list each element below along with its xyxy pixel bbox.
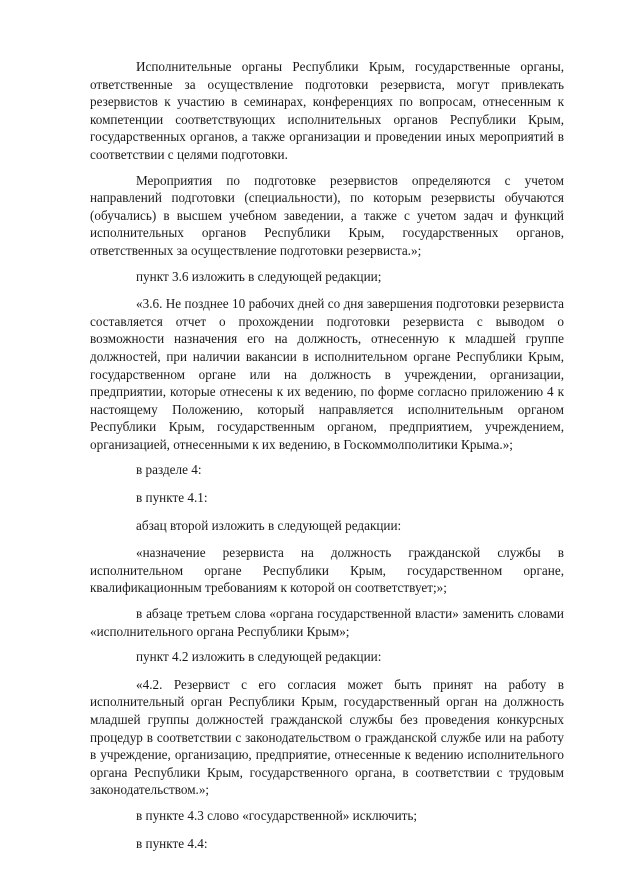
paragraph-third-subparagraph-replace: в абзаце третьем слова «органа государственной власти» заменить словами «исполнительного органа Республики Крым»; <box>90 606 564 639</box>
paragraph-second-subparagraph: абзац второй изложить в следующей редакции: <box>136 517 402 533</box>
paragraph-item-3-6-text: «3.6. Не позднее 10 рабочих дней со дня завершения подготовки резервиста составляется отчет о прохождении подготовки резервиста с выводом о возможности назначения его на должность, отнесенную к младшей группе должностей, при наличии вакансии в исполнительном органе Республики Крым, государственном органе или на должность в учреждении, организации, предприятии, которые отнесены к их ведению, по форме согласно приложению 4 к настоящему Положению, который направляется исполнительным органом Республики Крым, государственным органом, предприятием, учреждением, организацией, отнесенными к их ведению, в Госкоммолполитики Крыма.»; <box>90 296 564 452</box>
paragraph-item-4-2-text: «4.2. Резервист с его согласия может быть принят на работу в исполнительный орган Республики Крым, государственный орган на должность младшей группы должностей гражданской службы без проведения конкурсных процедур в соответствии с законодательством о гражданской службе или на работу в учреждение, организацию, предприятие, отнесенные к ведению исполнительного органа Республики Крым, государственного органа, в соответствии с трудовым законодательством.»; <box>90 676 564 798</box>
paragraph-section-4: в разделе 4: <box>136 462 202 478</box>
paragraph-item-3-6-intro: пункт 3.6 изложить в следующей редакции; <box>136 268 382 284</box>
paragraph-item-4-1: в пункте 4.1: <box>136 490 208 506</box>
paragraph-training-activities: Мероприятия по подготовке резервистов определяются с учетом направлений подготовки (специальности), по которым резервисты обучаются (обучались) в высшем учебном заведении, а также с учетом задач и функций исполнительных органов Республики Крым, государственных органов, ответственных за осуществление подготовки резервиста.»; <box>90 172 564 258</box>
paragraph-item-4-2-intro: пункт 4.2 изложить в следующей редакции: <box>136 649 382 665</box>
paragraph-item-4-4: в пункте 4.4: <box>136 835 208 851</box>
document-page <box>90 58 564 862</box>
paragraph-item-4-3: в пункте 4.3 слово «государственной» исключить; <box>136 807 418 823</box>
paragraph-appointment-text: «назначение резервиста на должность гражданской службы в исполнительном органе Республики Крым, государственном органе, квалификационным требованиям к которой он соответствует;»; <box>90 545 564 596</box>
paragraph-executive-bodies-seminars: Исполнительные органы Республики Крым, государственные органы, ответственные за осуществление подготовки резервиста, могут привлекать резервистов к участию в семинарах, конференциях по вопросам, отнесенным к компетенции соответствующих исполнительных органов Республики Крым, государственных органов, а также организации и проведении иных мероприятий в соответствии с целями подготовки. <box>90 59 564 162</box>
